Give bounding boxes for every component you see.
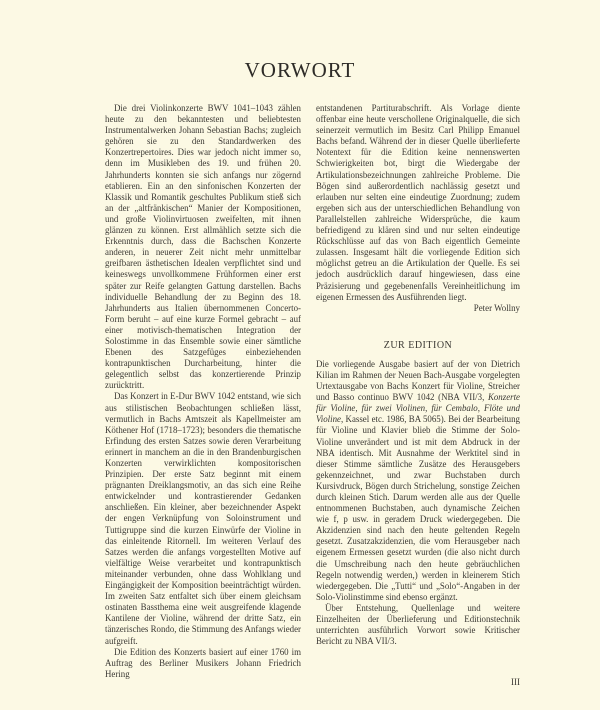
paragraph: Die drei Violinkonzerte BWV 1041–1043 zählen heute zu den bekanntesten und beliebtesten Instrumentalwerken Johann Sebastian Bachs; zugleich gehören sie zu den Standardwerken des Konzertrepertoires. Dies war jedoch nicht immer so, denn im Musikleben des 19. und frühen 20. Jahrhunderts konnten sie sich anfangs nur zögernd etablieren. Ein an den sinfonischen Konzerten der Klassik und Romantik geschultes Publikum stieß sich an der „altfränkischen“ Manier der Kompositionen, und große Violinvirtuosen zweifelten, mit ihnen glänzen zu können. Erst allmählich setzte sich die Erkenntnis durch, dass die Bachschen Konzerte anderen, in neuerer Zeit nicht mehr unmittelbar greifbaren ästhetischen Idealen verpflichtet sind und keineswegs unvollkommene Frühformen einer erst später zur Reife gelangten Gattung darstellen. Bachs individuelle Behandlung der zu Beginn des 18. Jahrhunderts aus Italien übernommenen Concerto-Form beruht – auf eine kurze Formel gebracht – auf einer motivisch-thematischen Integration der Solostimme in das Ensemble sowie einer sämtliche Ebenen des Satzgefüges einbeziehenden kontrapunktischen Durcharbeitung, hinter die gelegentlich selbst das konzertierende Prinzip zurücktritt. (105, 103, 301, 391)
section-heading: ZUR EDITION (383, 339, 453, 351)
paragraph: Das Konzert in E-Dur BWV 1042 entstand, wie sich aus stilistischen Beobachtungen schließen lässt, vermutlich in Bachs Amtszeit als Kapellmeister am Köthener Hof (1718–1723); besonders die thematische Erfindung des ersten Satzes sowie deren Verarbeitung erinnert in manchem an die in den Brandenburgischen Konzerten verwirklichten kompositorischen Prinzipien. Der erste Satz beginnt mit einem prägnanten Dreiklangsmotiv, an das sich eine Reihe entwickelnder und kontrastierender Gedanken anschließen. Ein kleiner, aber bezeichnender Aspekt der engen Verknüpfung von Soloinstrument und Tuttigruppe sind die kurzen Einwürfe der Violine in das einleitende Ritornell. Im weiteren Verlauf des Satzes werden die anfangs vorgestellten Motive auf vielfältige Weise verarbeitet und kontrapunktisch miteinander verbunden, ohne dass Wohlklang und Eingängigkeit der Komposition beeinträchtigt würden. Im zweiten Satz entfaltet sich über einem gleichsam ostinaten Bassthema eine weit ausgreifende klagende Kantilene der Violine, während der dritte Satz, ein tänzerisches Rondo, die Stimmung des Anfangs wieder aufgreift. (105, 391, 301, 646)
page-number: III (511, 677, 520, 688)
text: , Kassel etc. 1986, BA 5065). Bei der Bearbeitung für Violine und Klavier blieb die Stimme der Solo-Violine unverändert und ist mit dem Abdruck in der NBA identisch. Mit Ausnahme der Werktitel sind in dieser Stimme sämtliche Zusätze des Herausgebers gekennzeichnet, und zwar Buchstaben durch Kursivdruck, Bögen durch Strichelung, sonstige Zeichen durch kleinen Stich. Darum werden alle aus der Quelle entnommenen Buchstaben, auch dynamische Zeichen wie f, p usw. in geradem Druck wiedergegeben. Die Akzidenzien sind nach den heute geltenden Regeln gesetzt. Zusatzakzidenzien, die vom Herausgeber nach eigenem Ermessen gesetzt wurden (die also nicht durch die Umschreibung nach den heute gebräuchlichen Regeln notwendig werden,) werden in kleinerem Stich wiedergegeben. Die „Tutti“ und „Solo“-Angaben in der Solo-Violinstimme sind ebenso ergänzt. (316, 414, 520, 602)
page-title: VORWORT (244, 58, 356, 82)
text: Die vorliegende Ausgabe basiert auf der von Dietrich Kilian im Rahmen der Neuen Bach-Ausgabe vorgelegten Urtextausgabe von Bachs Konzert für Violine, Streicher und Basso continuo BWV 1042 (NBA VII/3, (316, 358, 520, 403)
italic-title: Konzerte für Violine, für zwei Violinen, für Cembalo, Flöte und Violine (316, 392, 520, 425)
paragraph-continuation: entstandenen Partiturabschrift. Als Vorlage diente offenbar eine heute verschollene Originalquelle, die sich seinerzeit vermutlich im Besitz Carl Philipp Emanuel Bachs befand. Während der in dieser Quelle überlieferte Notentext für die Edition keine nennenswerten Schwierigkeiten bot, birgt die Wiedergabe der Artikulationsbezeichnungen zahlreiche Probleme. Die Bögen sind außerordentlich nachlässig gesetzt und erlauben nur selten eine eindeutige Zuordnung; zudem ergeben sich aus der unterschiedlichen Behandlung von Parallelstellen zahlreiche Widersprüche, die kaum befriedigend zu klären sind und nur selten eindeutige Rückschlüsse auf das von Bach eigentlich Gemeinte zulassen. Insgesamt hält die vorliegende Edition sich möglichst getreu an die Artikulation der Quelle. Es sei jedoch ausdrücklich darauf hingewiesen, dass eine Präzisierung und gegebenenfalls Vereinheitlichung im eigenen Ermessen des Ausführenden liegt. (316, 103, 520, 302)
right-column (316, 103, 520, 700)
paragraph: Die Edition des Konzerts basiert auf einer 1760 im Auftrag des Berliner Musikers Johann Friedrich Hering (105, 646, 301, 679)
paragraph: Über Entstehung, Quellenlage und weitere Einzelheiten der Überlieferung und Editionstechnik unterrichten ausführlich Vorwort sowie Kritischer Bericht zu NBA VII/3. (316, 602, 520, 647)
left-column (105, 103, 301, 680)
author-signature: Peter Wollny (473, 302, 520, 313)
paragraph (316, 359, 520, 603)
